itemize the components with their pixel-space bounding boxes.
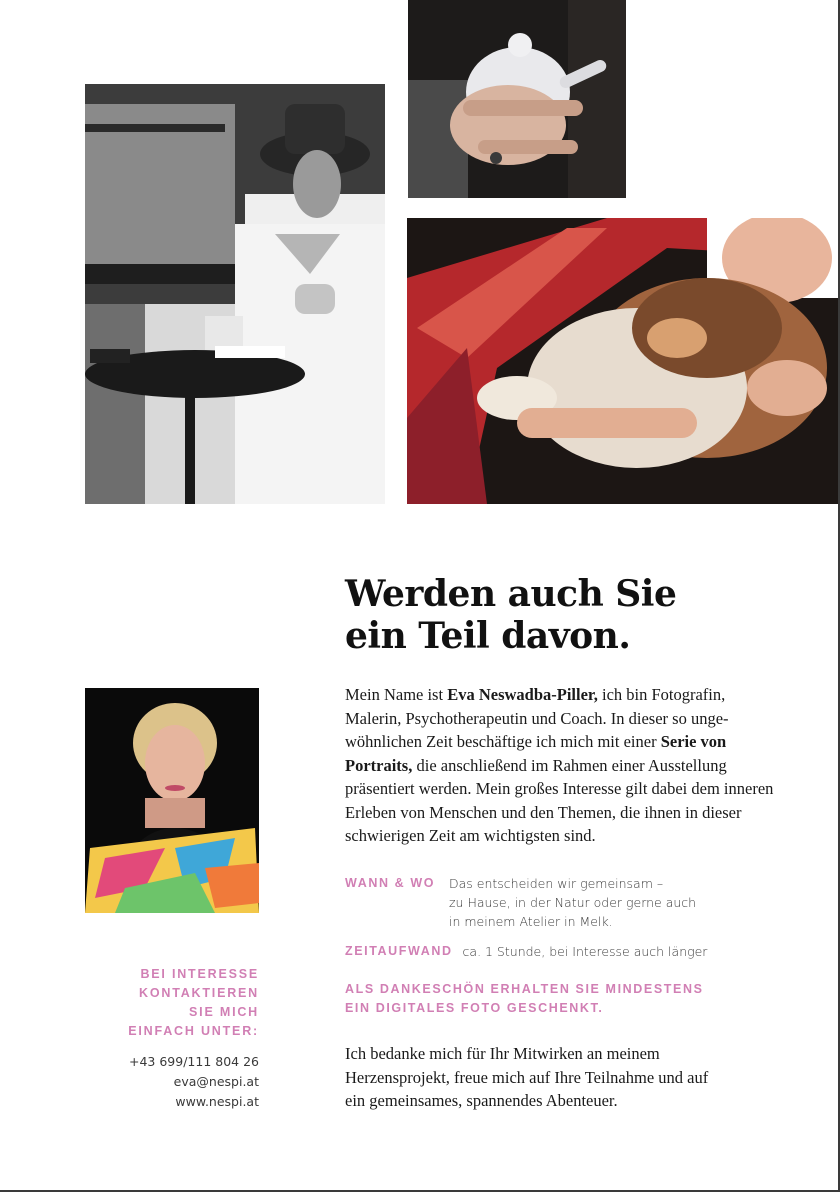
info-when-where bbox=[345, 874, 696, 931]
headline-line-1: Werden auch Sie bbox=[345, 573, 677, 615]
contact-email[interactable]: eva@nespi.at bbox=[173, 1074, 259, 1089]
intro-text-3: die anschließend im Rahmen einer Ausstellung präsentiert werden. Mein großes Interesse gilt dabei dem inneren Erleben von Menschen und den Themen, die ihnen in dieser schwierigen Zeit am wichtigsten sind. bbox=[345, 755, 774, 845]
info-time-effort bbox=[345, 942, 707, 961]
photo-teapot-hands bbox=[408, 0, 626, 198]
intro-series: Serie von Portraits, bbox=[345, 732, 727, 775]
closing-line-1: Ich bedanke mich für Ihr Mitwirken an meinem bbox=[345, 1044, 660, 1063]
contact-phone[interactable]: +43 699/111 804 26 bbox=[129, 1054, 259, 1069]
thank-you-line-1: ALS DANKESCHÖN ERHALTEN SIE MINDESTENS bbox=[345, 982, 704, 996]
contact-details bbox=[100, 1052, 259, 1112]
closing-line-3: ein gemeinsames, spannendes Abenteuer. bbox=[345, 1091, 618, 1110]
headline-line-2: ein Teil davon. bbox=[345, 615, 631, 657]
intro-text-2: ich bin Fotografin, Malerin, Psychotherapeutin und Coach. In dieser so ungewöhnlichen Zeit beschäftige ich mich mit einer bbox=[345, 685, 729, 751]
photo-portrait-artist bbox=[85, 688, 259, 913]
time-effort-label: ZEITAUFWAND bbox=[345, 944, 453, 958]
closing-paragraph bbox=[345, 1042, 785, 1113]
when-where-line-2: zu Hause, in der Natur oder gerne auch bbox=[448, 895, 697, 910]
intro-name: Eva Neswadba-Piller, bbox=[447, 685, 598, 704]
thank-you-note bbox=[345, 980, 785, 1018]
when-where-value bbox=[449, 874, 696, 931]
photo-woman-with-dog bbox=[407, 218, 840, 504]
contact-website[interactable]: www.nespi.at bbox=[175, 1094, 259, 1109]
contact-heading-line-2: KONTAKTIEREN bbox=[139, 986, 259, 1000]
time-effort-value: ca. 1 Stunde, bei Interesse auch länger bbox=[462, 944, 708, 959]
when-where-line-1: Das entscheiden wir gemeinsam – bbox=[448, 876, 664, 891]
when-where-label: WANN & WO bbox=[345, 876, 436, 890]
thank-you-line-2: EIN DIGITALES FOTO GESCHENKT. bbox=[345, 1001, 604, 1015]
intro-paragraph bbox=[345, 683, 785, 848]
contact-heading-line-4: EINFACH UNTER: bbox=[128, 1024, 259, 1038]
headline bbox=[345, 573, 765, 657]
intro-text-1: Mein Name ist bbox=[345, 685, 448, 704]
closing-line-2: Herzensprojekt, freue mich auf Ihre Teilnahme und auf bbox=[345, 1067, 709, 1087]
contact-heading-line-1: BEI INTERESSE bbox=[140, 967, 259, 981]
photo-man-in-hat bbox=[85, 84, 385, 504]
when-where-line-3: in meinem Atelier in Melk. bbox=[448, 914, 613, 929]
contact-heading-line-3: SIE MICH bbox=[189, 1005, 259, 1019]
contact-heading bbox=[100, 965, 259, 1041]
